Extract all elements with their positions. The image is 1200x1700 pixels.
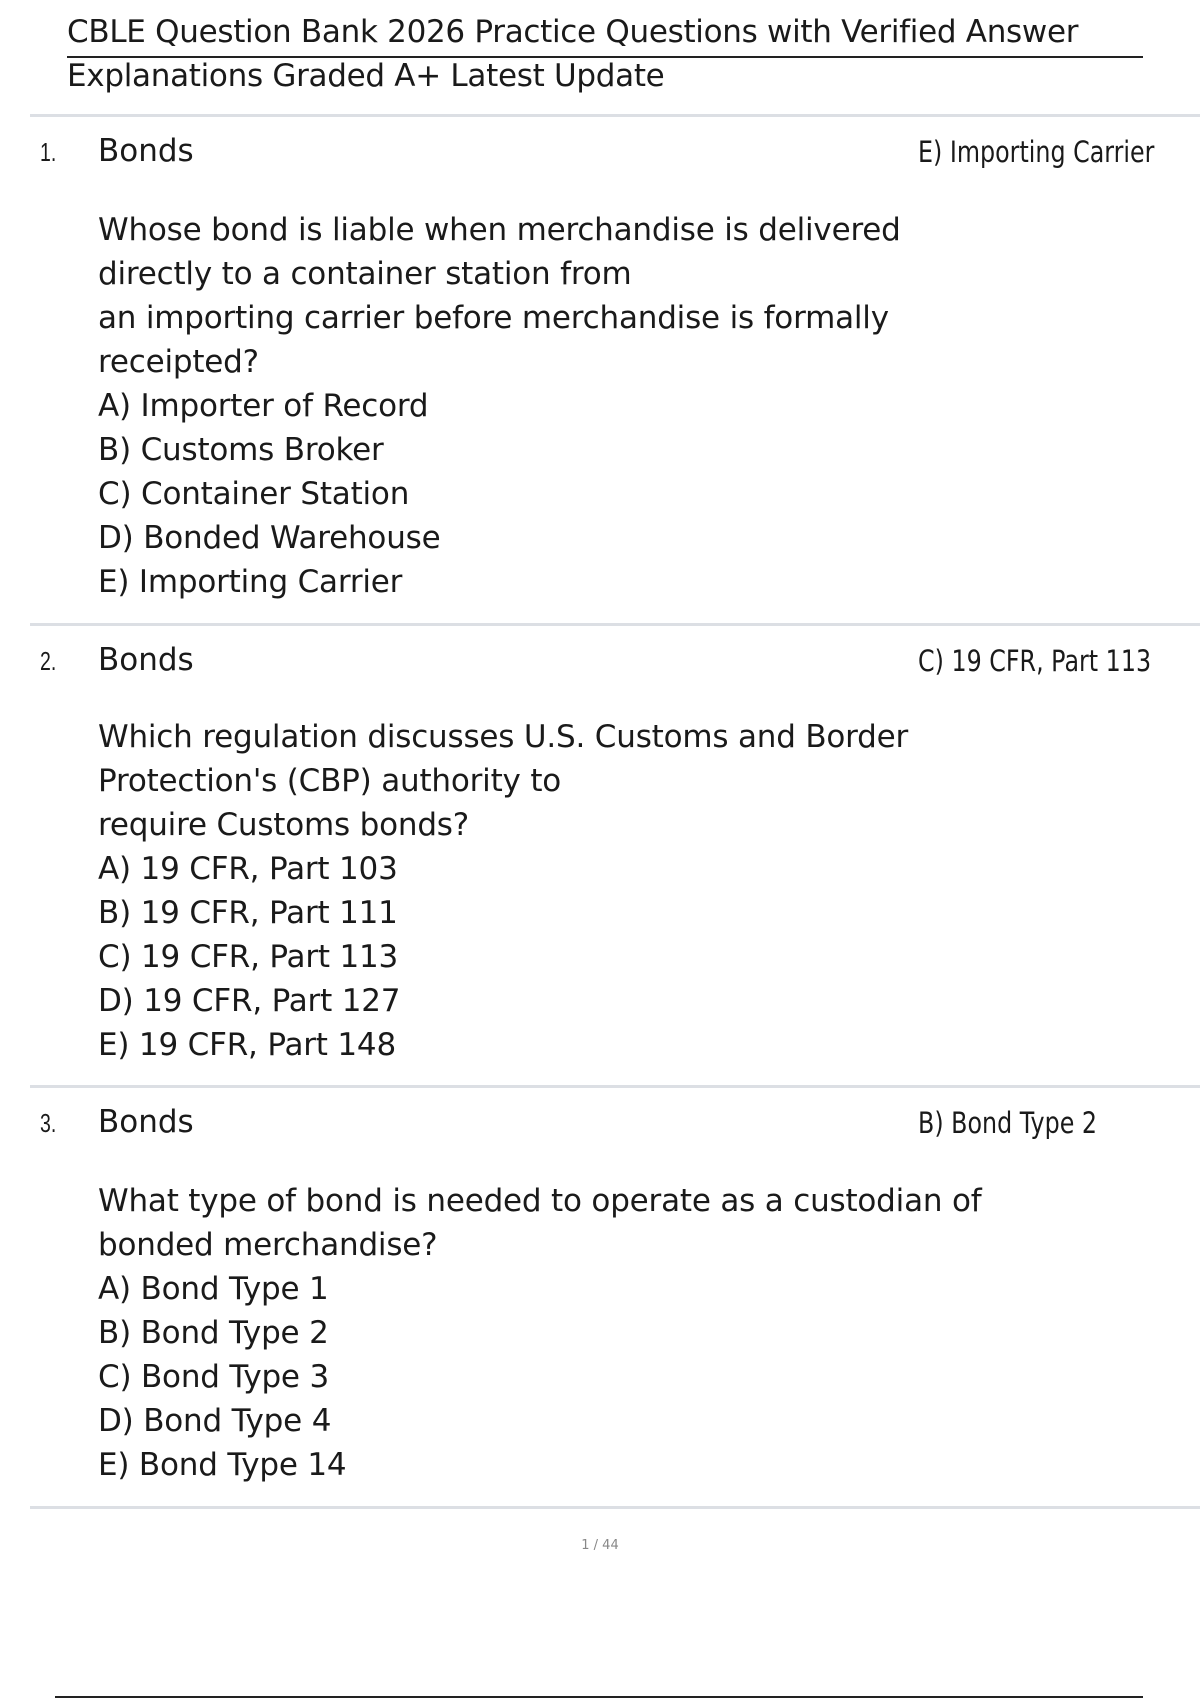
question-text-line: bonded merchandise? xyxy=(98,1227,438,1263)
answer-option: D) Bonded Warehouse xyxy=(98,520,441,556)
question-card-1 xyxy=(30,114,1200,626)
question-text-line: an importing carrier before merchandise is formally xyxy=(98,300,889,336)
question-text xyxy=(98,208,918,384)
answer-option: E) Importing Carrier xyxy=(98,564,403,600)
question-answer: B) Bond Type 2 xyxy=(918,1106,1098,1140)
answer-option: C) 19 CFR, Part 113 xyxy=(98,939,399,975)
question-number: 2. xyxy=(40,646,57,676)
document-header xyxy=(67,12,1143,96)
question-number: 1. xyxy=(40,137,57,167)
question-card-2 xyxy=(30,623,1200,1088)
document-title-line-1: CBLE Question Bank 2026 Practice Questions with Verified Answer xyxy=(67,12,1143,58)
question-body xyxy=(98,208,918,604)
question-text-line: require Customs bonds? xyxy=(98,807,470,843)
question-answer: E) Importing Carrier xyxy=(918,135,1155,169)
answer-option: C) Container Station xyxy=(98,476,410,512)
answer-option: D) 19 CFR, Part 127 xyxy=(98,983,401,1019)
answer-option: B) 19 CFR, Part 111 xyxy=(98,895,398,931)
question-topic: Bonds xyxy=(98,133,194,169)
question-answer: C) 19 CFR, Part 113 xyxy=(918,644,1152,678)
answer-option: E) 19 CFR, Part 148 xyxy=(98,1027,396,1063)
answer-option: A) 19 CFR, Part 103 xyxy=(98,851,398,887)
question-topic: Bonds xyxy=(98,1104,194,1140)
question-text-line: Whose bond is liable when merchandise is delivered xyxy=(98,212,901,248)
question-number: 3. xyxy=(40,1108,57,1138)
answer-options xyxy=(98,1267,918,1487)
question-topic: Bonds xyxy=(98,642,194,678)
answer-option: B) Bond Type 2 xyxy=(98,1315,329,1351)
answer-option: E) Bond Type 14 xyxy=(98,1447,347,1483)
question-text-line: directly to a container station from xyxy=(98,256,632,292)
answer-option: B) Customs Broker xyxy=(98,432,384,468)
question-text-line: Which regulation discusses U.S. Customs and Border xyxy=(98,719,909,755)
question-text xyxy=(98,1179,982,1267)
answer-options xyxy=(98,847,918,1067)
page-number: 1 / 44 xyxy=(581,1538,619,1553)
question-body xyxy=(98,715,918,1067)
answer-option: D) Bond Type 4 xyxy=(98,1403,332,1439)
footer-divider xyxy=(55,1696,1143,1698)
question-body xyxy=(98,1179,982,1487)
answer-options xyxy=(98,384,918,604)
document-title-line-2: Explanations Graded A+ Latest Update xyxy=(67,58,665,94)
question-card-3 xyxy=(30,1085,1200,1509)
question-text-line: Protection's (CBP) authority to xyxy=(98,763,562,799)
answer-option: C) Bond Type 3 xyxy=(98,1359,329,1395)
question-text-line: receipted? xyxy=(98,344,259,380)
question-text-line: What type of bond is needed to operate as a custodian of xyxy=(98,1183,982,1219)
question-text xyxy=(98,715,918,847)
answer-option: A) Bond Type 1 xyxy=(98,1271,329,1307)
answer-option: A) Importer of Record xyxy=(98,388,429,424)
